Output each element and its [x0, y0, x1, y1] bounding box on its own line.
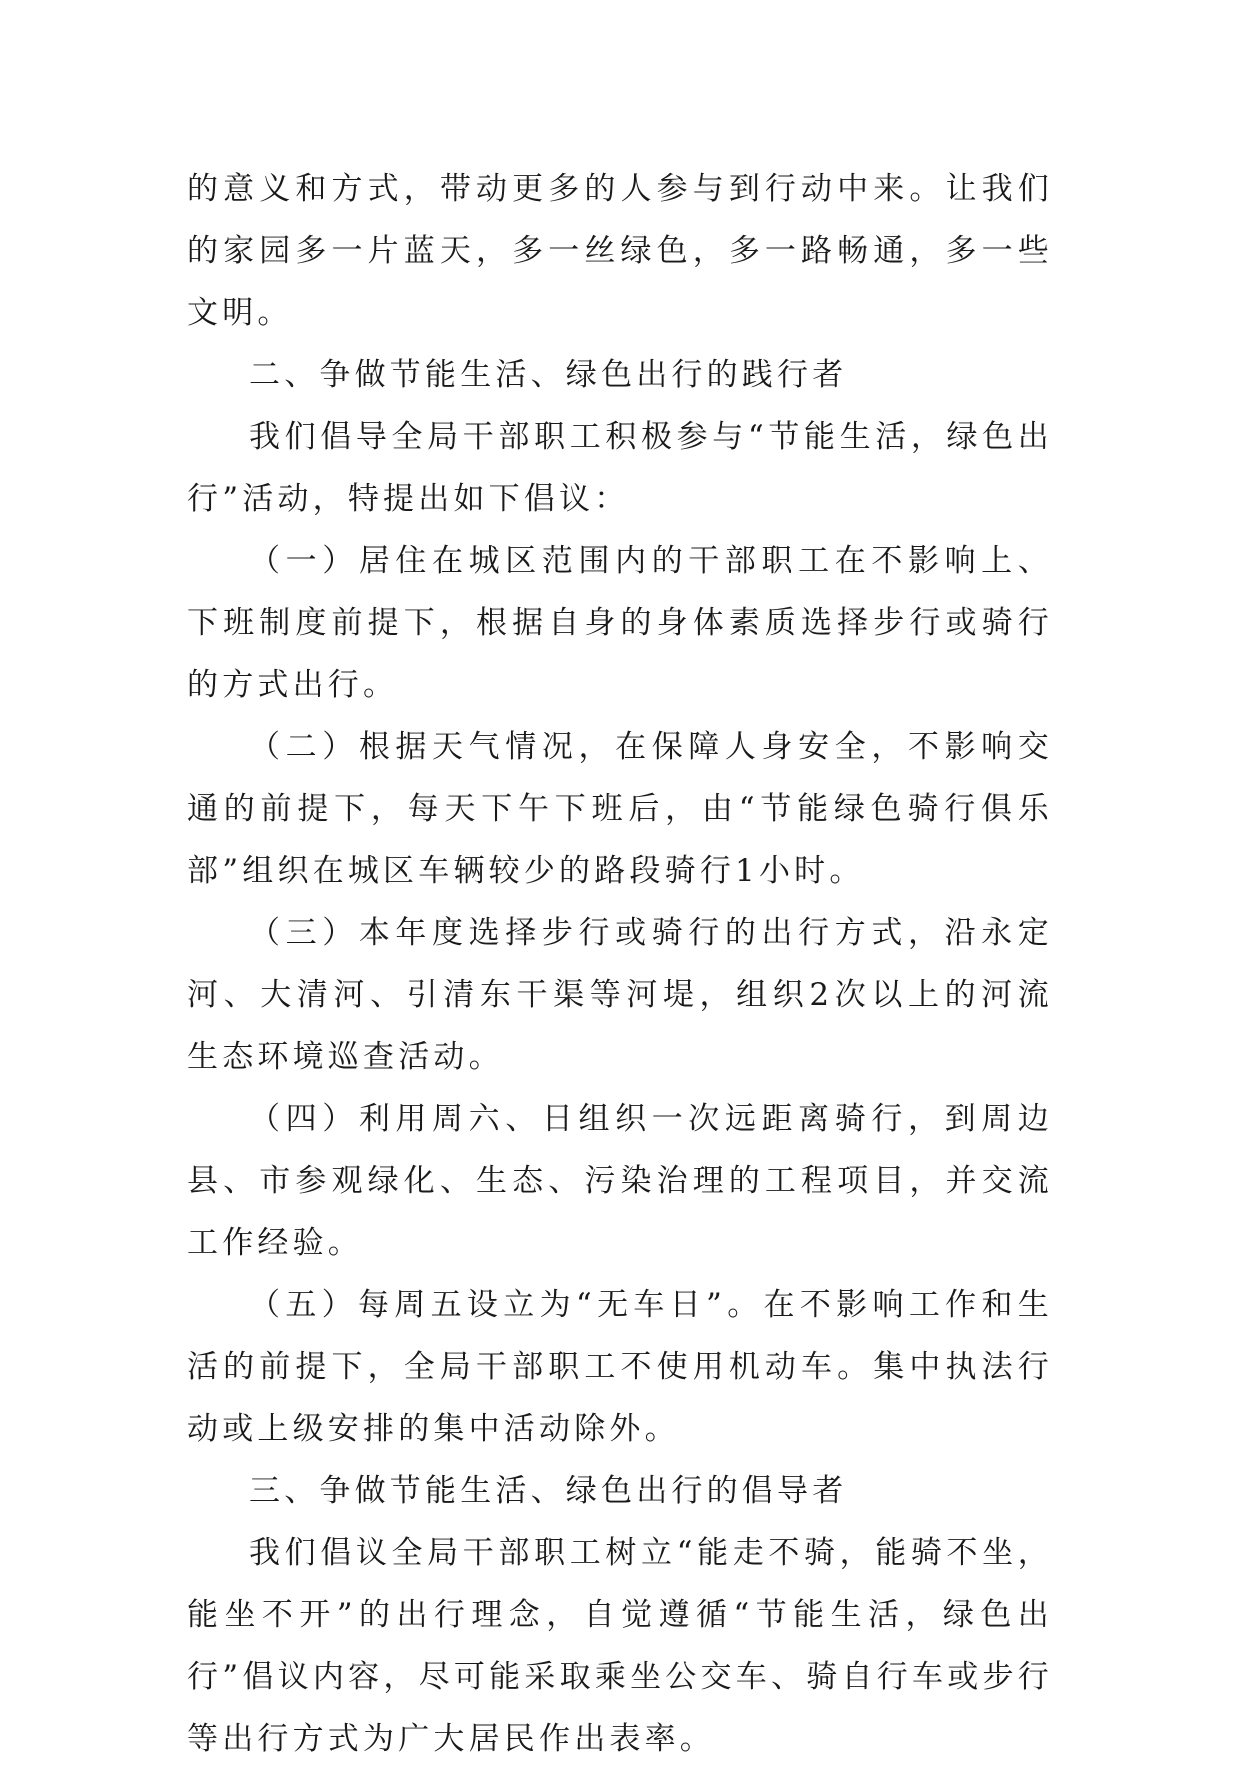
paragraph-continuation: 的意义和方式，带动更多的人参与到行动中来。让我们的家园多一片蓝天，多一丝绿色，多一路畅通，多一些文明。 [187, 171, 1053, 331]
list-item-4: （四）利用周六、日组织一次远距离骑行，到周边县、市参观绿化、生态、污染治理的工程项目，并交流工作经验。 [187, 1101, 1053, 1261]
paragraph-intro-3: 我们倡议全局干部职工树立“能走不骑，能骑不坐，能坐不开”的出行理念，自觉遵循“节能生活，绿色出行”倡议内容，尽可能采取乘坐公交车、骑自行车或步行等出行方式为广大居民作出表率。 [187, 1535, 1053, 1757]
list-item-5: （五）每周五设立为“无车日”。在不影响工作和生活的前提下，全局干部职工不使用机动车。集中执法行动或上级安排的集中活动除外。 [187, 1287, 1053, 1447]
section-heading-2: 二、争做节能生活、绿色出行的践行者 [249, 357, 848, 393]
list-item-1: （一）居住在城区范围内的干部职工在不影响上、下班制度前提下，根据自身的身体素质选择步行或骑行的方式出行。 [187, 543, 1053, 703]
list-item-3: （三）本年度选择步行或骑行的出行方式，沿永定河、大清河、引清东干渠等河堤，组织2次以上的河流生态环境巡查活动。 [187, 915, 1053, 1075]
section-heading-3: 三、争做节能生活、绿色出行的倡导者 [249, 1473, 848, 1509]
list-item-2: （二）根据天气情况，在保障人身安全，不影响交通的前提下，每天下午下班后，由“节能绿色骑行俱乐部”组织在城区车辆较少的路段骑行1小时。 [187, 729, 1053, 889]
document-body [187, 158, 1053, 1770]
paragraph-intro-2: 我们倡导全局干部职工积极参与“节能生活，绿色出行”活动，特提出如下倡议： [187, 419, 1053, 517]
